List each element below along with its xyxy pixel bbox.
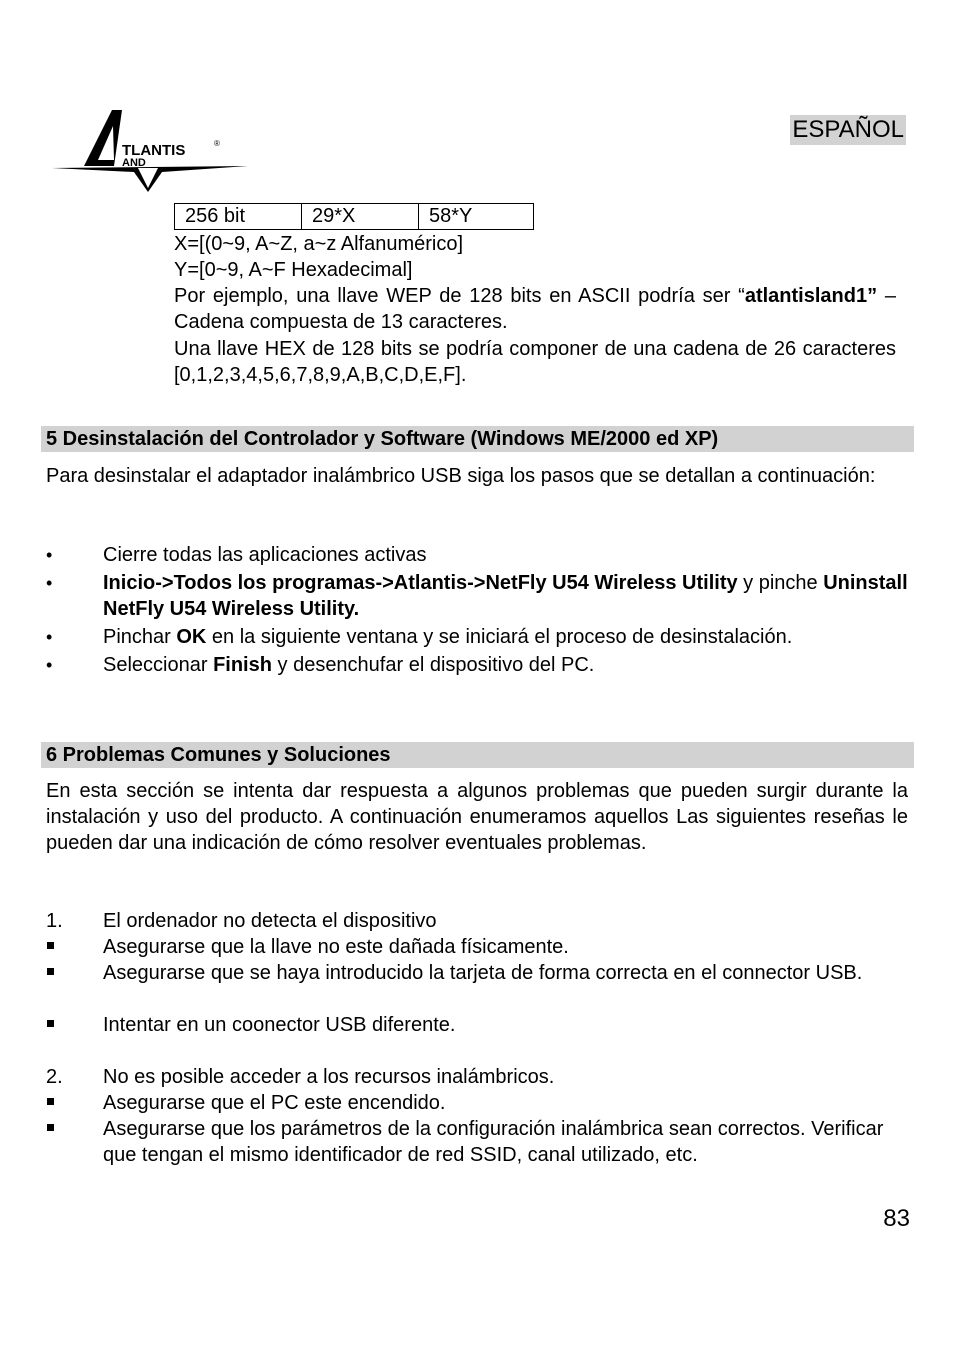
table-cell: 256 bit (175, 204, 302, 230)
hex-definition: Y=[0~9, A~F Hexadecimal] (174, 259, 413, 281)
ascii-example (174, 283, 896, 335)
table-cell: 58*Y (419, 204, 534, 230)
solution-text: Asegurarse que la llave no este dañada físicamente. (103, 936, 569, 958)
solution-item (46, 1090, 908, 1116)
list-item (46, 542, 908, 568)
square-bullet-icon (47, 1020, 54, 1027)
section-6-intro: En esta sección se intenta dar respuesta a algunos problemas que pueden surgir durante la instalación y uso del producto. A continuación enumeramos aquellos Las siguientes reseñas le pueden dar una indicación de cómo resolver eventuales problemas. (46, 780, 908, 854)
table-cell: 29*X (302, 204, 419, 230)
atlantis-logo (52, 108, 248, 198)
table-row (175, 204, 534, 230)
solution-text: Asegurarse que los parámetros de la configuración inalámbrica sean correctos. Verificar que tengan el mismo identificador de red SSID, canal utilizado, etc. (103, 1118, 884, 1166)
list-item (46, 624, 908, 650)
problem-item (46, 1064, 908, 1090)
menu-path: Inicio->Todos los programas->Atlantis->NetFly U54 Wireless Utility (103, 572, 738, 594)
square-bullet-icon (47, 968, 54, 975)
problem-title: El ordenador no detecta el dispositivo (103, 910, 437, 932)
svg-text:®: ® (214, 139, 220, 148)
hex-example: Una llave HEX de 128 bits se podría componer de una cadena de 26 caracteres [0,1,2,3,4,5,6,7,8,9,A,B,C,D,E,F]. (174, 338, 896, 386)
section-5-intro: Para desinstalar el adaptador inalámbrico USB siga los pasos que se detallan a continuación: (46, 465, 876, 487)
list-item (46, 570, 908, 622)
problem-number: 2. (46, 1066, 63, 1088)
ascii-example-text: Por ejemplo, una llave WEP de 128 bits en ASCII podría ser “ (174, 285, 745, 307)
solution-text: Intentar en un coonector USB diferente. (103, 1014, 456, 1036)
section-5-heading: 5 Desinstalación del Controlador y Software (Windows ME/2000 ed XP) (41, 426, 914, 452)
list-item-text: Cierre todas las aplicaciones activas (103, 544, 427, 566)
bullet-icon: • (46, 627, 53, 647)
solution-item (46, 1116, 908, 1168)
problem-item (46, 908, 908, 934)
list-item-text-part: y pinche (737, 572, 824, 594)
ok-label: OK (176, 626, 207, 648)
list-item-text (103, 570, 908, 622)
problem-number: 1. (46, 910, 63, 932)
solution-text: Asegurarse que el PC este encendido. (103, 1092, 446, 1114)
solution-item (46, 934, 908, 960)
bullet-icon: • (46, 545, 53, 565)
square-bullet-icon (47, 942, 54, 949)
list-item-text-part: Pinchar (103, 626, 177, 648)
list-item-text-part: y desenchufar el dispositivo del PC. (271, 654, 595, 676)
solution-text: Asegurarse que se haya introducido la tarjeta de forma correcta en el connector USB. (103, 962, 863, 984)
list-item (46, 652, 908, 678)
bullet-icon: • (46, 573, 53, 593)
problem-title: No es posible acceder a los recursos inalámbricos. (103, 1066, 555, 1088)
key-length-table (174, 203, 534, 230)
list-item-text-part: en la siguiente ventana y se iniciará el proceso de desinstalación. (206, 626, 793, 648)
alphanumeric-definition: X=[(0~9, A~Z, a~z Alfanumérico] (174, 233, 464, 255)
ascii-example-text-end: – Cadena compuesta de 13 caracteres. (174, 285, 896, 333)
svg-text:TLANTIS: TLANTIS (122, 142, 186, 159)
square-bullet-icon (47, 1098, 54, 1105)
finish-label: Finish (213, 654, 272, 676)
atlantis-logo-icon (52, 108, 248, 198)
solution-item (46, 1012, 908, 1038)
list-item-text (103, 652, 908, 678)
ascii-example-key: atlantisland1” (744, 285, 878, 307)
svg-text:AND: AND (122, 157, 146, 169)
section-6-heading: 6 Problemas Comunes y Soluciones (41, 742, 914, 768)
page-number: 83 (883, 1205, 910, 1232)
solution-item (46, 960, 908, 986)
square-bullet-icon (47, 1124, 54, 1131)
language-label: ESPAÑOL (792, 116, 904, 143)
bullet-icon: • (46, 655, 53, 675)
list-item-text (103, 624, 908, 650)
list-item-text-part: Seleccionar (103, 654, 214, 676)
uninstall-option: Uninstall NetFly U54 Wireless Utility. (103, 572, 908, 620)
